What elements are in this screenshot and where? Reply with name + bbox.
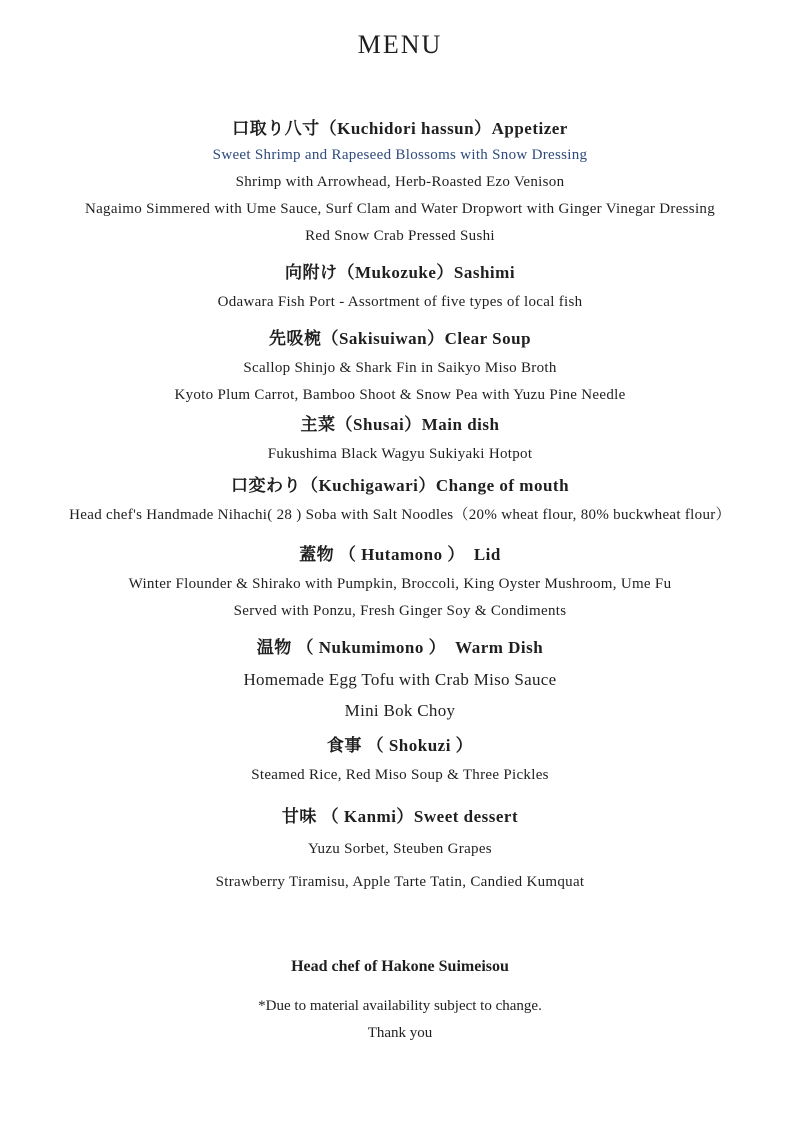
section-heading: 主菜（Shusai）Main dish [300,415,500,434]
menu-item: Red Snow Crab Pressed Sushi [305,228,495,244]
menu-item: Strawberry Tiramisu, Apple Tarte Tatin, Candied Kumquat [215,874,585,890]
menu-item: Served with Ponzu, Fresh Ginger Soy & Condiments [233,603,567,619]
section-warm-dish [0,634,800,726]
section-main-dish [0,411,800,468]
menu-item: Winter Flounder & Shirako with Pumpkin, Broccoli, King Oyster Mushroom, Ume Fu [128,576,672,592]
menu-item: Shrimp with Arrowhead, Herb-Roasted Ezo Venison [235,174,565,190]
footer-thanks: Thank you [367,1025,433,1041]
menu-item: Fukushima Black Wagyu Sukiyaki Hotpot [267,446,533,462]
menu-footer [0,953,800,1047]
section-appetizer [0,115,800,250]
menu-item: Head chef's Handmade Nihachi( 28 ) Soba with Salt Noodles（20% wheat flour, 80% buckwheat flour） [69,507,731,523]
section-heading: 食事 （ Shokuzi ） [326,736,474,755]
menu-item: Kyoto Plum Carrot, Bamboo Shoot & Snow Pea with Yuzu Pine Needle [174,387,626,403]
section-heading: 温物 （ Nukumimono ） Warm Dish [256,638,544,657]
menu-item: Homemade Egg Tofu with Crab Miso Sauce [243,670,557,689]
section-heading: 向附け（Mukozuke）Sashimi [284,263,516,282]
menu-item: Sweet Shrimp and Rapeseed Blossoms with Snow Dressing [212,147,588,163]
footer-signature: Head chef of Hakone Suimeisou [291,958,509,975]
menu-item: Odawara Fish Port - Assortment of five types of local fish [217,294,583,310]
section-heading: 先吸椀（Sakisuiwan）Clear Soup [268,329,532,348]
section-heading: 口変わり（Kuchigawari）Change of mouth [230,476,570,495]
menu-item: Steamed Rice, Red Miso Soup & Three Pickles [251,767,549,783]
section-dessert [0,803,800,899]
section-change-of-mouth [0,472,800,529]
menu-item: Yuzu Sorbet, Steuben Grapes [308,841,492,857]
section-heading: 蓋物 （ Hutamono ） Lid [299,545,501,564]
section-clear-soup [0,325,800,409]
section-sashimi [0,259,800,316]
menu-item: Nagaimo Simmered with Ume Sauce, Surf Clam and Water Dropwort with Ginger Vinegar Dressing [84,201,716,217]
section-lid [0,541,800,625]
footer-note: *Due to material availability subject to change. [258,998,542,1014]
section-shokuzi [0,732,800,789]
page-title: MENU [357,30,443,59]
section-heading: 口取り八寸（Kuchidori hassun）Appetizer [232,119,568,138]
menu-item: Mini Bok Choy [344,701,456,720]
section-heading: 甘味 （ Kanmi）Sweet dessert [281,807,519,826]
menu-item: Scallop Shinjo & Shark Fin in Saikyo Miso Broth [243,360,557,376]
